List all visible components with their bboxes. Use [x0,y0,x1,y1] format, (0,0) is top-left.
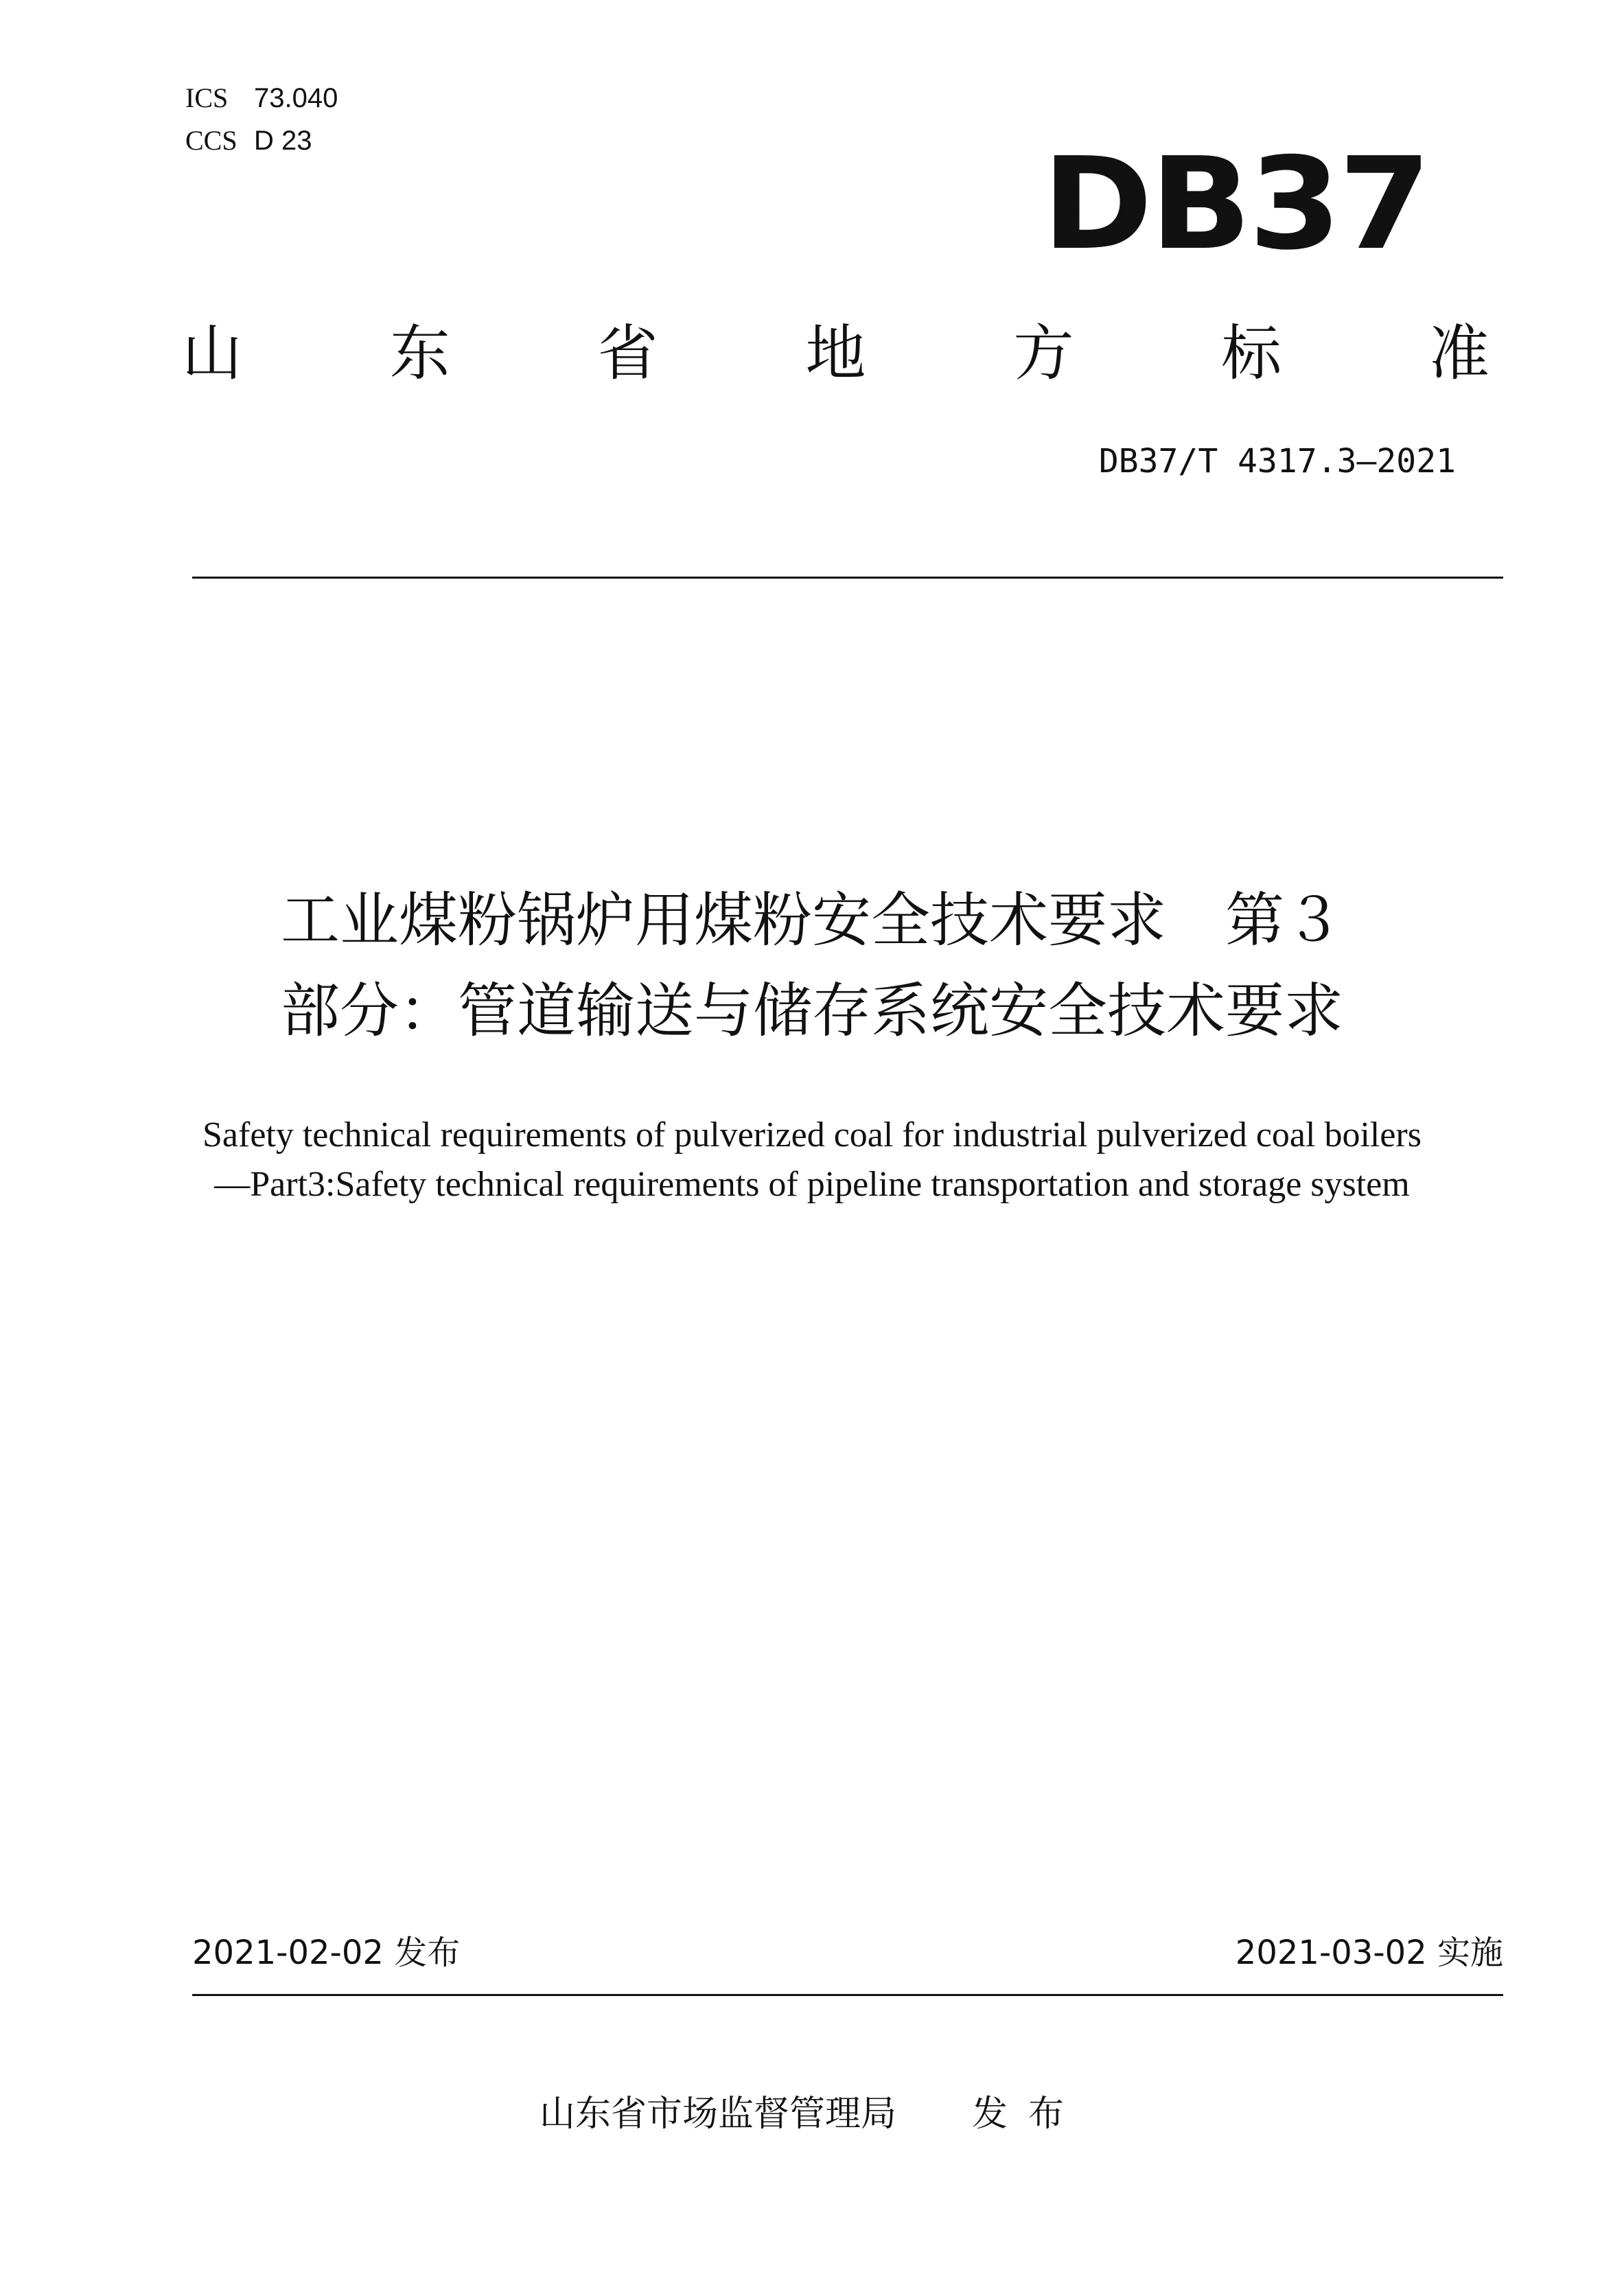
issue-date: 2021-02-02 发布 [192,1934,461,1972]
implementation-date: 2021-03-02 实施 [1235,1934,1503,1972]
standard-type-char: 省 [597,318,658,389]
ics-code: 73.040 [254,83,338,113]
title-chinese-line-1: 工业煤粉锅炉用煤粉安全技术要求 第３ [281,886,1343,955]
standard-type-char: 东 [389,318,450,389]
title-english-line-1: Safety technical requirements of pulverized coal for industrial pulverized coal boilers [202,1115,1422,1155]
standard-type-char: 方 [1013,318,1074,389]
standard-logo: DB37 [1042,130,1428,278]
title-english [103,1111,1521,1209]
standard-type [182,316,1489,391]
ccs-row [185,119,338,162]
ics-row [185,77,338,119]
standard-type-char: 准 [1428,318,1489,389]
ics-label: ICS [185,82,229,113]
classification-codes [185,77,338,162]
ccs-code: D 23 [254,126,312,156]
publisher-action: 发布 [972,2094,1085,2135]
standard-number: DB37/T 4317.3—2021 [1098,442,1456,480]
publisher-name: 山东省市场监督管理局 [539,2094,896,2135]
publisher [0,2087,1624,2142]
title-english-line-2: —Part3:Safety technical requirements of pipeline transportation and storage system [214,1165,1410,1204]
bottom-divider [192,1994,1503,1996]
title-chinese-line-2: 部分：管道输送与储存系统安全技术要求 [281,977,1343,1045]
title-chinese [137,875,1487,1056]
standard-type-char: 标 [1221,318,1282,389]
ccs-label: CCS [185,125,237,156]
standard-type-char: 地 [805,318,866,389]
standard-type-char: 山 [182,318,243,389]
top-divider [192,577,1503,579]
